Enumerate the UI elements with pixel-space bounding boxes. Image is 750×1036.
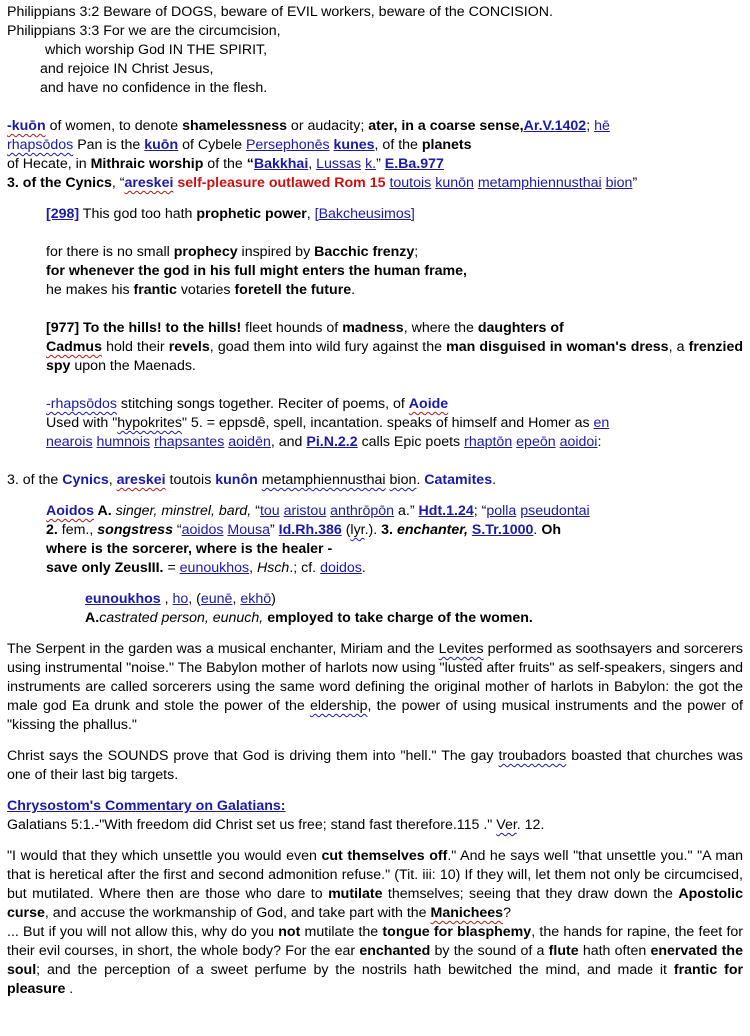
text: "I would that they which unsettle you would even [7, 848, 322, 864]
word-link[interactable]: anthrōpōn [330, 503, 395, 519]
bold-text: Manichees [430, 905, 504, 921]
text: metamphiennusthai [261, 472, 386, 488]
bold-text: kunôn [215, 472, 258, 488]
text: boasted that churches was one of their last big targets. [7, 748, 744, 783]
bold-text: A. [94, 503, 116, 519]
bold-text: “ [246, 156, 254, 172]
word-link[interactable]: hē [594, 118, 610, 134]
commentary-paragraph-2 [7, 923, 743, 999]
word-link[interactable]: kunōn [435, 175, 474, 191]
text: bion [389, 472, 417, 488]
bold-text: 2. [46, 522, 58, 538]
bold-italic-text: enchanter, [396, 522, 468, 538]
text: lyr [350, 522, 365, 538]
word-link[interactable]: kuōn [144, 137, 179, 153]
bold-text: prophetic power [196, 206, 307, 222]
word-link[interactable]: doidos [320, 560, 362, 576]
text: , where the [403, 320, 478, 336]
bold-text: flute [548, 943, 579, 959]
text: ; “ [473, 503, 487, 519]
text: , ( [188, 591, 201, 607]
word-link[interactable]: -rhapsōdos [46, 396, 117, 412]
text: . [351, 282, 356, 298]
quote-977 [46, 319, 743, 376]
bold-text: employed to take charge of the women. [263, 610, 533, 626]
text: themselves; seeing that they draw down the [382, 886, 679, 902]
rhapsodos-paragraph [46, 395, 743, 452]
text: ” [270, 522, 279, 538]
bold-text: Oh [541, 522, 562, 538]
bold-text: Cadmus [46, 339, 102, 355]
text: , the hands for rapine, the feet for their evil courses, in short, the whole body? For the ear [7, 924, 744, 959]
text: , [108, 472, 117, 488]
text: . [533, 522, 542, 538]
eunoukhos-entry [85, 590, 743, 628]
word-link[interactable]: aoidos [181, 522, 224, 538]
galatians-line [7, 816, 743, 835]
ref-link[interactable]: S.Tr.1000 [471, 522, 534, 538]
text: fem., [57, 522, 98, 538]
text: , a [668, 339, 689, 355]
text: or audacity; [286, 118, 369, 134]
word-link[interactable]: ekhō [240, 591, 272, 607]
text: Ver [496, 817, 517, 833]
text: performed as soothsayers and sorcerers using instrumental "noise." The Babylon mother of harlots now using "lusted after fruits" as self-speakers, singers and instruments are called sorcerers using the same word defining the original mother of harlots in Babylon: the got the male god Ea drunk and stole the power of the [7, 641, 743, 714]
text: of the [203, 156, 247, 172]
word-link[interactable]: eunoukhos [179, 560, 250, 576]
text: Used with " [46, 415, 118, 431]
word-link[interactable]: nearois [46, 434, 93, 450]
bold-text: not [278, 924, 301, 940]
text: ." And he says well "that unsettle you." "A man that is heretical after the first and second admonition refuse." (Tit. iii: 10) If they will, let them not only be circumcised, but mutilated. Where then are those who dare to [7, 848, 743, 902]
bold-text: Mithraic [90, 156, 146, 172]
bold-text: A. [85, 610, 100, 626]
bold-text: Bacchic frenzy [314, 244, 415, 260]
bold-text: madness [342, 320, 404, 336]
word-link[interactable]: aoidoi [559, 434, 598, 450]
bold-text: areskei [116, 472, 166, 488]
word-link[interactable]: eunē [200, 591, 233, 607]
text: , and [270, 434, 307, 450]
christ-paragraph [7, 747, 743, 785]
verse-line: which worship God IN THE SPIRIT, [45, 42, 268, 58]
ref-link[interactable]: Pi.N.2.2 [306, 434, 358, 450]
cynics-line [7, 174, 743, 193]
bold-text: revels [168, 339, 210, 355]
cynics-catamites-line [7, 471, 743, 490]
bold-text: man disguised in woman's dress [446, 339, 669, 355]
text: troubadors [498, 748, 567, 764]
kuon-head-link[interactable]: -kuōn [7, 118, 46, 134]
bold-italic-text: songstress [97, 522, 173, 538]
text: ... But if you will not allow this, why do you [7, 924, 279, 940]
word-link[interactable]: Persephonēs [245, 137, 330, 153]
text: 3. of the [7, 472, 63, 488]
bold-text: enervated the soul [7, 943, 743, 978]
bold-text: frantic [133, 282, 177, 298]
text: ; [414, 244, 419, 260]
text: calls Epic poets [357, 434, 465, 450]
word-link[interactable]: Bakkhai [253, 156, 309, 172]
text: Pan is the [73, 137, 145, 153]
text: , of the [374, 137, 422, 153]
text: ” [632, 175, 638, 191]
text: a.” [394, 503, 419, 519]
commentary-paragraph [7, 847, 743, 923]
bold-text: ater, in a coarse sense, [368, 118, 524, 134]
text: of women, to denote [45, 118, 183, 134]
bold-text: daughters of [477, 320, 564, 336]
word-link[interactable]: pseudontai [520, 503, 590, 519]
text: , [232, 591, 241, 607]
text: ; and the perception of a sweet perfume by the nostrils hath bewitched the mind, and made it [36, 962, 674, 978]
word-link[interactable]: humnois [96, 434, 151, 450]
word-link[interactable]: ho [172, 591, 189, 607]
bold-text: 3. [381, 522, 394, 538]
italic-text: castrated person, eunuch, [99, 610, 264, 626]
text: ” [376, 156, 385, 172]
text: he makes his [46, 282, 134, 298]
text: This god too hath [79, 206, 197, 222]
text: fleet hounds of [241, 320, 343, 336]
text: ; [586, 118, 595, 134]
word-link[interactable]: k. [365, 156, 377, 172]
text: , “ [111, 175, 125, 191]
text: ? [503, 905, 511, 921]
word-link[interactable]: Lussas [316, 156, 362, 172]
text: , [249, 560, 257, 576]
text: toutois [165, 472, 216, 488]
word-link[interactable]: areskei [124, 175, 174, 191]
text: . 12. [516, 817, 545, 833]
text: hypokrites [117, 415, 182, 431]
bold-text: shamelessness [182, 118, 287, 134]
text: by the sound of a [430, 943, 549, 959]
word-link[interactable]: metamphiennusthai [477, 175, 602, 191]
word-link[interactable]: rhapsantes [154, 434, 225, 450]
text: mutilate the [300, 924, 383, 940]
text: for there is no small [46, 244, 174, 260]
text: inspired by [237, 244, 315, 260]
text: “ [251, 503, 260, 519]
verse-line: and rejoice IN Christ Jesus, [40, 61, 214, 77]
bold-text: Cynics [62, 472, 109, 488]
bold-text: tongue for blasphemy [382, 924, 532, 940]
text: ) [271, 591, 276, 607]
text: votaries [176, 282, 235, 298]
bold-text: planets [421, 137, 472, 153]
bold-text: cut themselves off [321, 848, 448, 864]
text: of Hecate, in [7, 156, 91, 172]
verse-line: and have no confidence in the flesh. [40, 80, 268, 96]
text: . [65, 981, 74, 997]
bold-text: worship [148, 156, 204, 172]
word-link[interactable]: toutois [389, 175, 432, 191]
bold-text: save only ZeusIII. [46, 560, 164, 576]
headword: Aoidos [46, 503, 95, 519]
bold-text: for whenever the god in his full might enters the human frame, [46, 263, 467, 279]
word-link[interactable]: polla [486, 503, 517, 519]
text: , [160, 591, 173, 607]
text: hath often [578, 943, 651, 959]
word-link[interactable]: rhaptōn [464, 434, 513, 450]
text: upon the Maenads. [70, 358, 196, 374]
text: . [361, 560, 366, 576]
text: , goad them into wild fury against the [209, 339, 447, 355]
word-link[interactable]: aristou [283, 503, 327, 519]
bold-text: frenzied spy [46, 339, 744, 374]
text: . [416, 472, 425, 488]
quote-298 [46, 205, 743, 452]
text: “ [172, 522, 182, 538]
word-link[interactable]: epeōn [516, 434, 556, 450]
headword-link[interactable]: eunoukhos [85, 591, 161, 607]
bold-text: [977] To the hills! to the hills! [46, 320, 242, 336]
text: : [597, 434, 602, 450]
aoidos-entry [46, 502, 743, 578]
red-note: self-pleasure outlawed Rom 15 [173, 175, 386, 191]
text: .). [364, 522, 382, 538]
text: hold their [101, 339, 169, 355]
text: ( [341, 522, 351, 538]
ref-link[interactable]: Hdt.1.24 [418, 503, 474, 519]
text: , the power of using musical instruments and the power of "kissing the phallus." [7, 698, 743, 733]
word-link[interactable]: Aoide [408, 396, 449, 412]
text: The Serpent in the garden was a musical enchanter, Miriam and the [7, 641, 439, 657]
ref-link[interactable]: [298] [46, 206, 80, 222]
text: Galatians 5:1.-"With freedom did Christ set us free; stand fast therefore.115 ." [7, 817, 497, 833]
kuon-paragraph [7, 117, 743, 174]
word-link[interactable]: aoidēn [228, 434, 271, 450]
bold-text: mutilate [328, 886, 383, 902]
word-link[interactable]: [Bakcheusimos] [314, 206, 415, 222]
bold-text: prophecy [173, 244, 238, 260]
text: , [308, 156, 317, 172]
text: . [492, 472, 497, 488]
serpent-paragraph [7, 640, 743, 735]
ref-link[interactable]: Id.Rh.386 [278, 522, 342, 538]
text: stitching songs together. Reciter of poems, of [116, 396, 409, 412]
text: = [163, 560, 180, 576]
bold-text: Catamites [424, 472, 493, 488]
italic-text: singer, minstrel, bard, [115, 503, 252, 519]
bold-text: enchanted [359, 943, 431, 959]
text: .; cf. [289, 560, 321, 576]
text: eldership [309, 698, 368, 714]
text: Levites [438, 641, 484, 657]
bold-text: Apostolic curse [7, 886, 743, 921]
bold-text: foretell the future [234, 282, 352, 298]
text: , [306, 206, 315, 222]
ref-link[interactable]: Ar.V.1402 [523, 118, 587, 134]
bold-text: Cynics [65, 175, 112, 191]
bold-text: frantic for pleasure [7, 962, 744, 997]
word-link[interactable]: kunes [333, 137, 375, 153]
verse-line: Philippians 3:3 For we are the circumcision, [7, 23, 281, 39]
text: " 5. = eppsdê, spell, incantation. speaks of himself and Homer as [181, 415, 594, 431]
word-link[interactable]: rhapsōdos [7, 137, 74, 153]
ref-link[interactable]: E.Ba.977 [384, 156, 444, 172]
italic-text: Hsch [256, 560, 290, 576]
word-link[interactable]: bion [605, 175, 633, 191]
text: of Cybele [178, 137, 246, 153]
verse-line: Philippians 3:2 Beware of DOGS, beware of EVIL workers, beware of the CONCISION. [7, 4, 553, 20]
word-link[interactable]: tou [259, 503, 280, 519]
chrysostom-link[interactable]: Chrysostom's Commentary on Galatians: [7, 798, 286, 814]
word-link[interactable]: Mousa [227, 522, 270, 538]
text: , and accuse the workmanship of God, and take part with the [44, 905, 431, 921]
word-link[interactable]: en [593, 415, 610, 431]
bold-text: where is the sorcerer, where is the healer - [46, 541, 333, 557]
bold-text: 3. of the [7, 175, 66, 191]
text: Christ says the SOUNDS prove that God is driving them into "hell." The gay [7, 748, 499, 764]
